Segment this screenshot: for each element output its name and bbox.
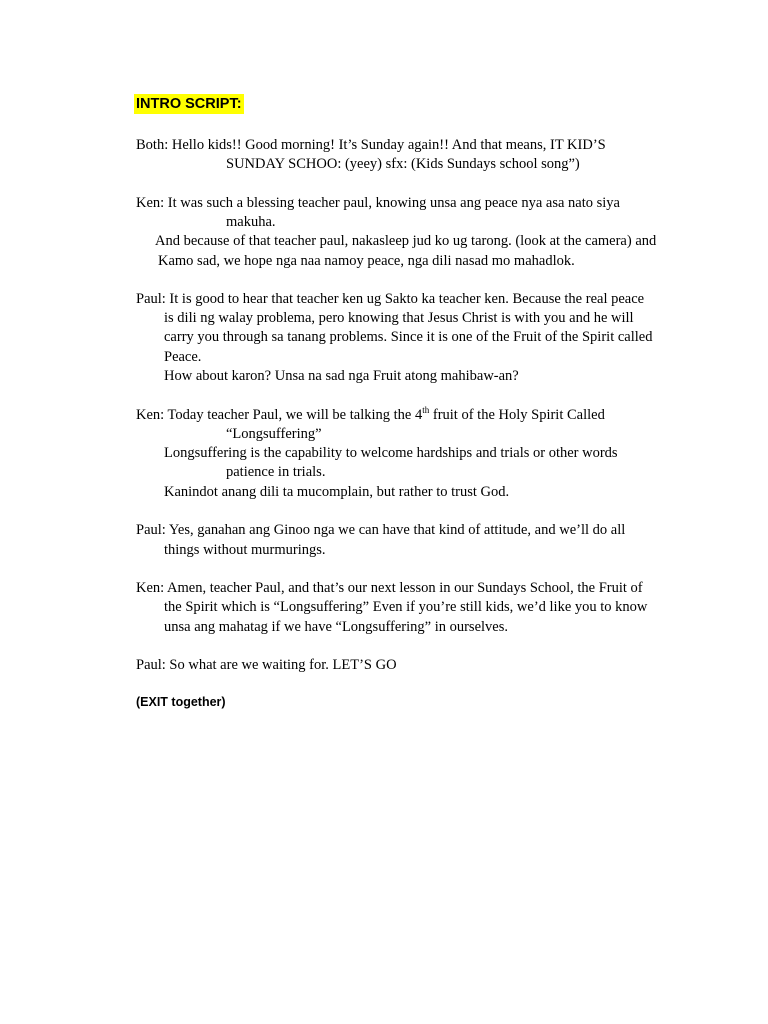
- dialogue-line: patience in trials.: [226, 464, 326, 480]
- ordinal-suffix: th: [422, 405, 430, 416]
- dialogue-line: Both: Hello kids!! Good morning! It’s Sunday again!! And that means, IT KID’S: [136, 137, 606, 153]
- dialogue-line: SUNDAY SCHOO: (yeey) sfx: (Kids Sundays school song”): [226, 156, 580, 172]
- dialogue-line: carry you through sa tanang problems. Since it is one of the Fruit of the Spirit called: [164, 329, 653, 345]
- dialogue-text: Ken: Today teacher Paul, we will be talking the 4: [136, 407, 423, 423]
- dialogue-line: Paul: It is good to hear that teacher ken ug Sakto ka teacher ken. Because the real peace: [136, 291, 645, 307]
- dialogue-line: Ken: Amen, teacher Paul, and that’s our next lesson in our Sundays School, the Fruit of: [136, 580, 643, 596]
- dialogue-line: the Spirit which is “Longsuffering” Even if you’re still kids, we’d like you to know: [164, 599, 648, 615]
- dialogue-line: [136, 406, 605, 424]
- dialogue-text: fruit of the Holy Spirit Called: [429, 407, 605, 423]
- dialogue-line: unsa ang mahatag if we have “Longsuffering” in ourselves.: [164, 619, 508, 635]
- dialogue-line: Paul: So what are we waiting for. LET’S GO: [136, 657, 397, 673]
- dialogue-line: Kamo sad, we hope nga naa namoy peace, nga dili nasad mo mahadlok.: [158, 253, 575, 269]
- dialogue-line: things without murmurings.: [164, 542, 326, 558]
- script-heading: INTRO SCRIPT:: [136, 96, 242, 112]
- dialogue-line: How about karon? Unsa na sad nga Fruit atong mahibaw-an?: [164, 368, 519, 384]
- dialogue-line: Paul: Yes, ganahan ang Ginoo nga we can have that kind of attitude, and we’ll do all: [136, 522, 626, 538]
- stage-direction: (EXIT together): [136, 695, 226, 709]
- dialogue-line: “Longsuffering”: [226, 426, 322, 442]
- dialogue-line: makuha.: [226, 214, 276, 230]
- dialogue-line: And because of that teacher paul, nakasleep jud ko ug tarong. (look at the camera) and: [155, 233, 657, 249]
- dialogue-line: is dili ng walay problema, pero knowing that Jesus Christ is with you and he will: [164, 310, 634, 326]
- dialogue-line: Ken: It was such a blessing teacher paul, knowing unsa ang peace nya asa nato siya: [136, 195, 620, 211]
- dialogue-line: Longsuffering is the capability to welcome hardships and trials or other words: [164, 445, 618, 461]
- dialogue-line: Kanindot anang dili ta mucomplain, but rather to trust God.: [164, 484, 510, 500]
- dialogue-line: Peace.: [164, 349, 202, 365]
